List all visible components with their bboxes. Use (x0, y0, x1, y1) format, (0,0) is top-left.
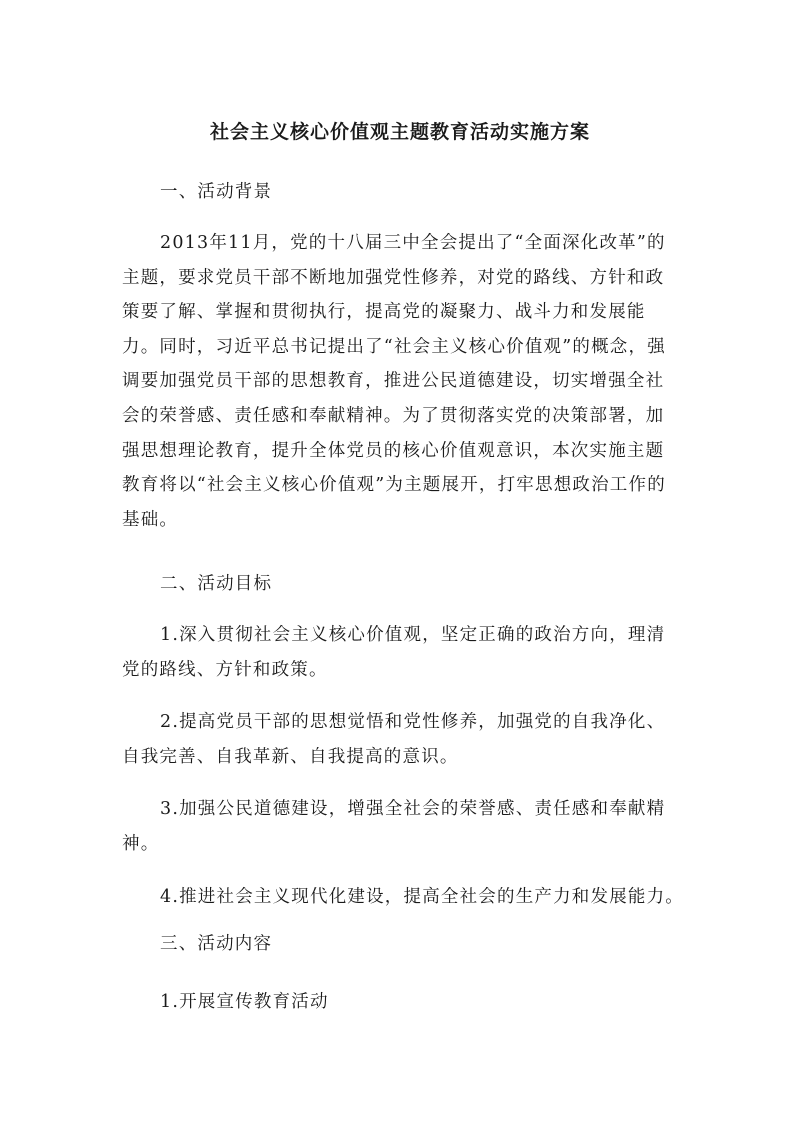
background-paragraph: 2013年11月，党的十八届三中全会提出了“全面深化改革”的主题，要求党员干部不断地加强党性修养，对党的路线、方针和政策要了解、掌握和贯彻执行，提高党的凝聚力、战斗力和发展能力。同时，习近平总书记提出了“社会主义核心价值观”的概念，强调要加强党员干部的思想教育，推进公民道德建设，切实增强全社会的荣誉感、责任感和奉献精神。为了贯彻落实党的决策部署，加强思想理论教育，提升全体党员的核心价值观意识，本次实施主题教育将以“社会主义核心价值观”为主题展开，打牢思想政治工作的基础。 (122, 233, 666, 530)
section-heading-goals: 二、活动目标 (160, 574, 273, 594)
section-heading-background: 一、活动背景 (160, 182, 273, 202)
goal-item: 3.加强公民道德建设，增强全社会的荣誉感、责任感和奉献精神。 (122, 799, 666, 854)
section-heading-content: 三、活动内容 (160, 934, 273, 954)
goal-item: 2.提高党员干部的思想觉悟和党性修养，加强党的自我净化、自我完善、自我革新、自我提高的意识。 (122, 712, 666, 767)
content-item: 1.开展宣传教育活动 (160, 992, 329, 1012)
goal-item: 4.推进社会主义现代化建设，提高全社会的生产力和发展能力。 (160, 887, 684, 907)
document-title: 社会主义核心价值观主题教育活动实施方案 (209, 121, 590, 143)
goal-item: 1.深入贯彻社会主义核心价值观，坚定正确的政治方向，理清党的路线、方针和政策。 (122, 625, 666, 680)
